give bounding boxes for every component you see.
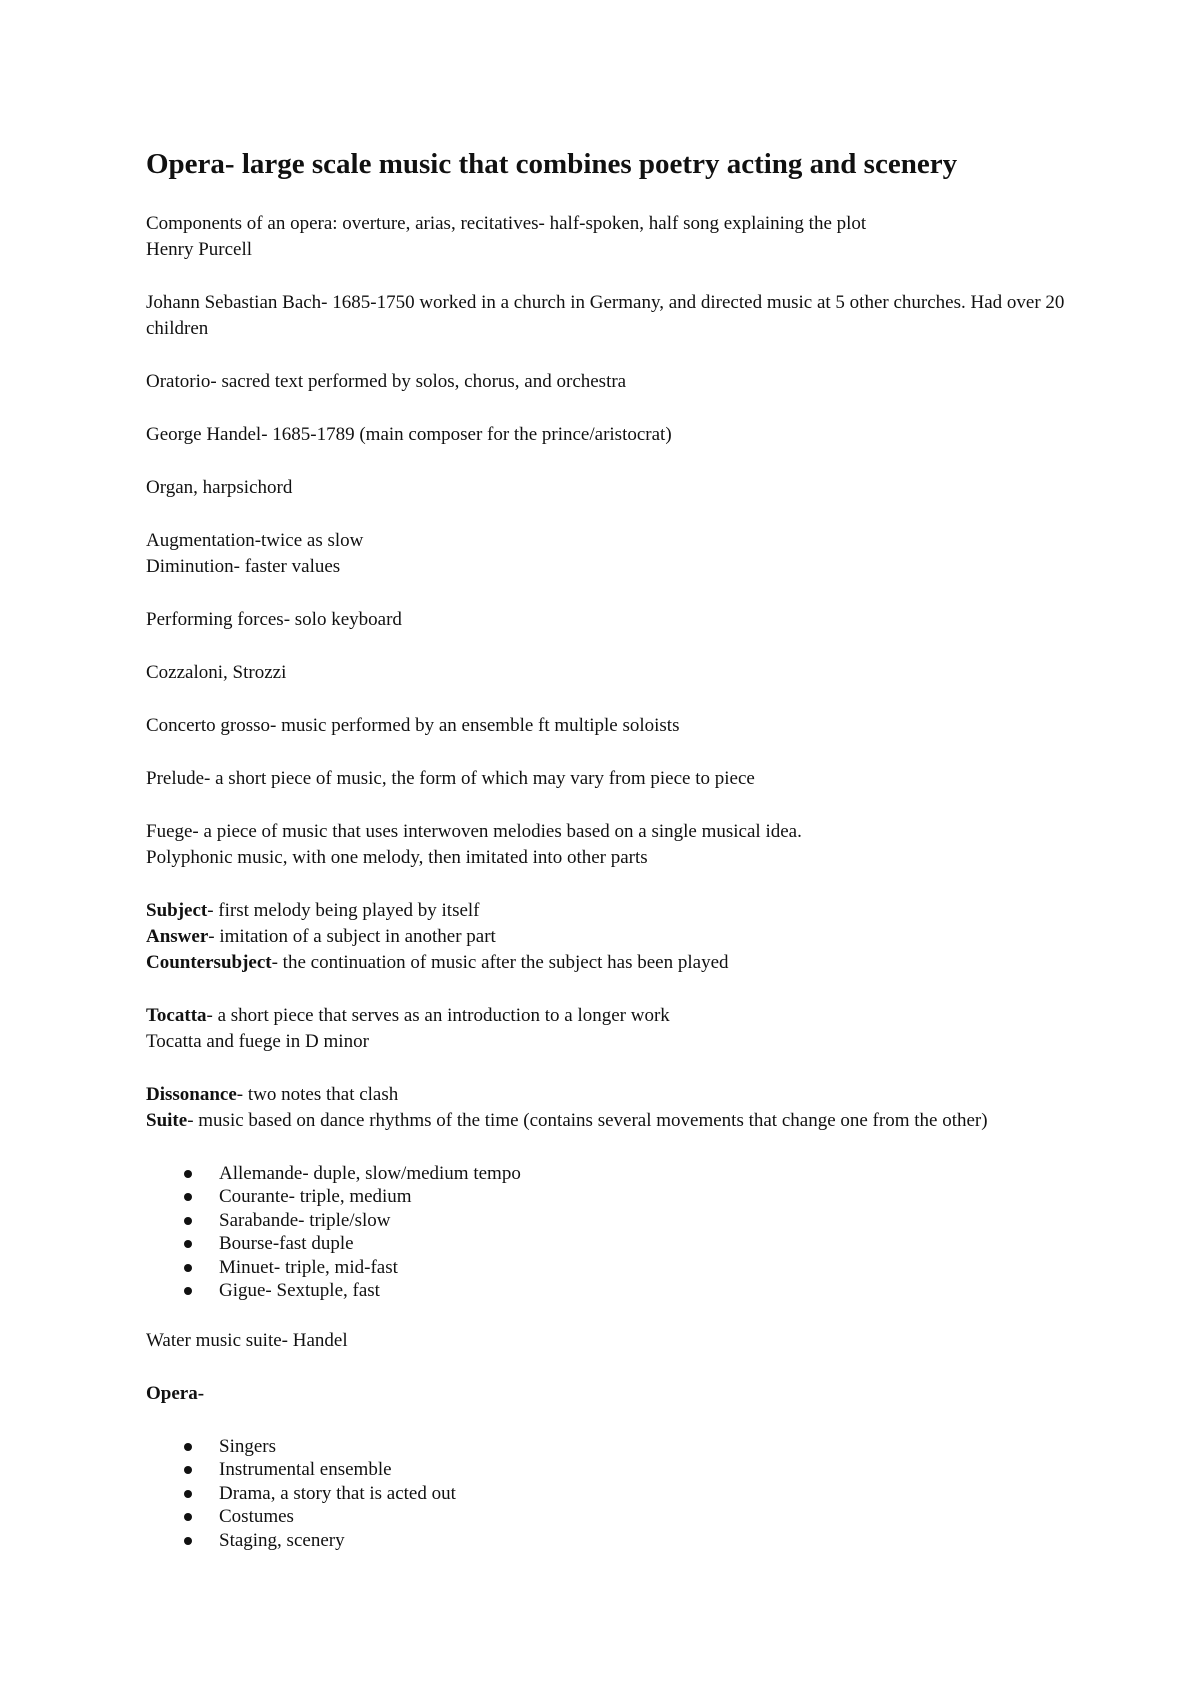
list-item	[146, 1232, 521, 1255]
list-item-text: Instrumental ensemble	[219, 1459, 392, 1481]
water-music-line: Water music suite- Handel	[146, 1330, 348, 1351]
list-item-text: Minuet- triple, mid-fast	[219, 1256, 398, 1278]
opera-elements-list	[146, 1435, 456, 1552]
answer-term: Answer	[146, 926, 209, 947]
countersubject-term: Countersubject	[146, 952, 272, 973]
list-item	[146, 1209, 521, 1232]
list-item	[146, 1162, 521, 1185]
list-item-text: Sarabande- triple/slow	[219, 1209, 391, 1231]
bullet-icon	[184, 1287, 192, 1295]
list-item-text: Gigue- Sextuple, fast	[219, 1279, 380, 1301]
answer-line	[146, 924, 496, 950]
suite-line	[146, 1108, 988, 1134]
list-item	[146, 1529, 456, 1552]
list-item	[146, 1505, 456, 1528]
bullet-icon	[184, 1217, 192, 1225]
list-item-text: Drama, a story that is acted out	[219, 1482, 456, 1504]
suite-definition: - music based on dance rhythms of the time (contains several movements that change one from the other)	[187, 1110, 988, 1131]
list-item-text: Bourse-fast duple	[219, 1233, 354, 1255]
suite-term: Suite	[146, 1110, 188, 1131]
countersubject-definition: - the continuation of music after the subject has been played	[271, 952, 729, 973]
polyphonic-line: Polyphonic music, with one melody, then imitated into other parts	[146, 847, 648, 868]
list-item	[146, 1435, 456, 1458]
list-item	[146, 1256, 521, 1279]
list-item	[146, 1279, 521, 1302]
bullet-icon	[184, 1466, 192, 1474]
purcell-line: Henry Purcell	[146, 239, 253, 260]
bullet-icon	[184, 1513, 192, 1521]
bullet-icon	[184, 1240, 192, 1248]
dissonance-line	[146, 1082, 398, 1108]
dissonance-definition: - two notes that clash	[236, 1084, 399, 1105]
prelude-line: Prelude- a short piece of music, the form of which may vary from piece to piece	[146, 768, 755, 789]
components-line: Components of an opera: overture, arias, recitatives- half-spoken, half song explaining the plot	[146, 213, 867, 234]
list-item	[146, 1458, 456, 1481]
subject-definition: - first melody being played by itself	[207, 900, 480, 921]
subject-line	[146, 898, 480, 924]
augmentation-line: Augmentation-twice as slow	[146, 530, 364, 551]
tocatta-line	[146, 1003, 670, 1029]
handel-line: George Handel- 1685-1789 (main composer for the prince/aristocrat)	[146, 424, 672, 445]
oratorio-line: Oratorio- sacred text performed by solos, chorus, and orchestra	[146, 371, 627, 392]
bullet-icon	[184, 1264, 192, 1272]
bullet-icon	[184, 1170, 192, 1178]
concerto-line: Concerto grosso- music performed by an ensemble ft multiple soloists	[146, 715, 680, 736]
tocatta-term: Tocatta	[146, 1005, 207, 1026]
performing-forces-line: Performing forces- solo keyboard	[146, 609, 402, 630]
answer-definition: - imitation of a subject in another part	[208, 926, 496, 947]
list-item-text: Staging, scenery	[219, 1529, 345, 1551]
list-item-text: Costumes	[219, 1506, 294, 1528]
dissonance-term: Dissonance	[146, 1084, 237, 1105]
organ-line: Organ, harpsichord	[146, 477, 293, 498]
page-title: Opera- large scale music that combines poetry acting and scenery	[146, 148, 958, 180]
list-item-text: Singers	[219, 1436, 276, 1457]
list-item-text: Allemande- duple, slow/medium tempo	[219, 1163, 521, 1184]
bullet-icon	[184, 1193, 192, 1201]
countersubject-line	[146, 950, 729, 976]
bullet-icon	[184, 1537, 192, 1545]
subject-term: Subject	[146, 900, 208, 921]
tocatta-definition: - a short piece that serves as an introduction to a longer work	[206, 1005, 670, 1026]
tocatta-piece-line: Tocatta and fuege in D minor	[146, 1031, 369, 1052]
fuege-line: Fuege- a piece of music that uses interwoven melodies based on a single musical idea.	[146, 821, 802, 842]
opera-heading: Opera-	[146, 1383, 205, 1404]
suite-movements-list	[146, 1162, 521, 1302]
cozzaloni-line: Cozzaloni, Strozzi	[146, 662, 287, 683]
list-item	[146, 1185, 521, 1208]
bullet-icon	[184, 1490, 192, 1498]
list-item-text: Courante- triple, medium	[219, 1186, 412, 1208]
diminution-line: Diminution- faster values	[146, 556, 341, 577]
bullet-icon	[184, 1443, 192, 1451]
list-item	[146, 1482, 456, 1505]
bach-paragraph: Johann Sebastian Bach- 1685-1750 worked in a church in Germany, and directed music at 5 other churches. Had over 20 children	[146, 292, 1065, 339]
